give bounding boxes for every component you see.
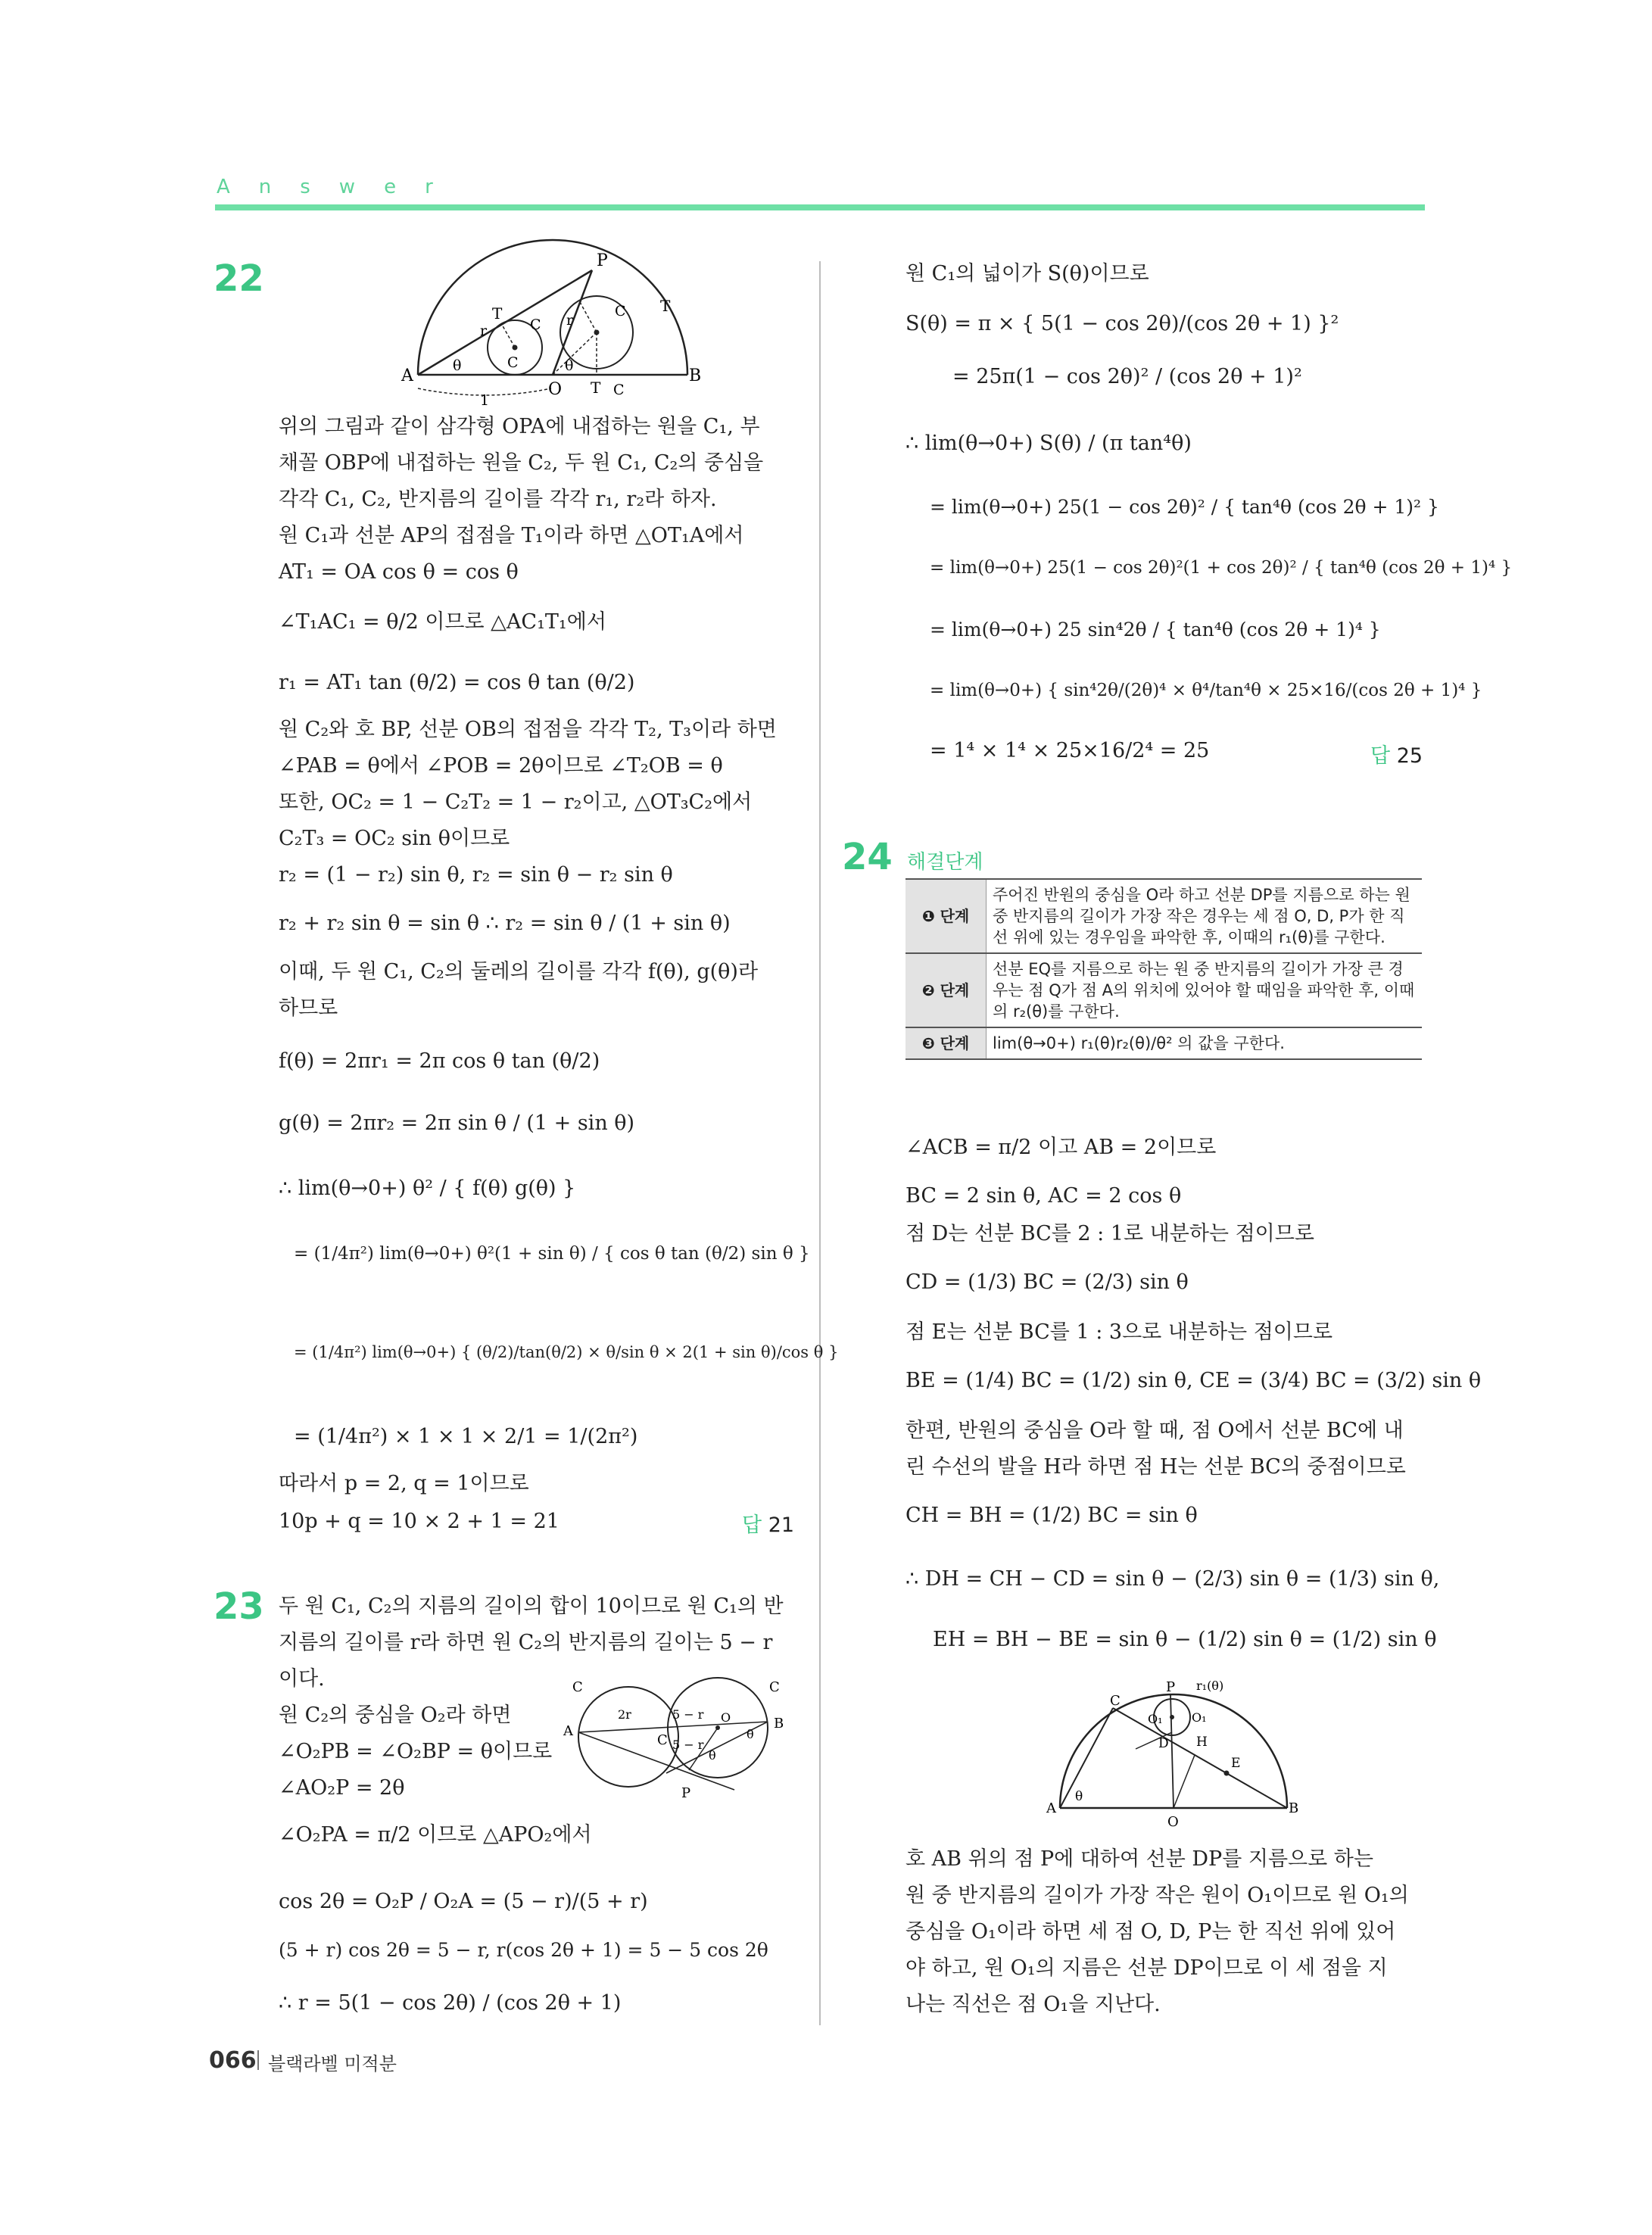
header-rule bbox=[215, 204, 1425, 210]
p22-line: ∠PAB = θ에서 ∠POB = 2θ이므로 ∠T₂OB = θ bbox=[279, 754, 723, 778]
p22-line: 10p + q = 10 × 2 + 1 = 21 bbox=[279, 1510, 559, 1533]
label-r1: r₁(θ) bbox=[1196, 1679, 1224, 1693]
p23-line: 두 원 C₁, C₂의 지름의 길이의 합이 10이므로 원 C₁의 반 bbox=[279, 1594, 784, 1618]
figure-23 bbox=[560, 1675, 803, 1803]
p23-line: = lim(θ→0+) 25 sin⁴2θ / { tan⁴θ (cos 2θ + 1)⁴ } bbox=[930, 619, 1381, 641]
radius-r1 bbox=[501, 323, 515, 348]
p23-line: ∠AO₂P = 2θ bbox=[279, 1776, 405, 1800]
answer-value: 25 bbox=[1396, 744, 1423, 768]
problem-number-22: 22 bbox=[214, 257, 264, 300]
label-theta-b: θ bbox=[747, 1727, 754, 1741]
footer-separator bbox=[257, 2050, 259, 2070]
p22-line: AT₁ = OA cos θ = cos θ bbox=[279, 560, 519, 584]
label-h: H bbox=[1196, 1735, 1208, 1750]
label-c1-circle: C bbox=[530, 316, 541, 333]
answer-label: 답 bbox=[1370, 744, 1391, 768]
p24-line: 야 하고, 원 O₁의 지름은 선분 DP이므로 이 세 점을 지 bbox=[905, 1956, 1388, 1980]
p23-line: (5 + r) cos 2θ = 5 − r, r(cos 2θ + 1) = 5 − 5 cos 2θ bbox=[279, 1939, 768, 1961]
p22-line: 채꼴 OBP에 내접하는 원을 C₂, 두 원 C₁, C₂의 중심을 bbox=[279, 451, 764, 475]
p24-line: ∴ DH = CH − CD = sin θ − (2/3) sin θ = (1/3) sin θ, bbox=[905, 1567, 1440, 1591]
step-stage: ❶ 단계 bbox=[905, 879, 987, 953]
p23-line: = lim(θ→0+) { sin⁴2θ/(2θ)⁴ × θ⁴/tan⁴θ × 25×16/(cos 2θ + 1)⁴ } bbox=[930, 681, 1482, 700]
p22-line: 따라서 p = 2, q = 1이므로 bbox=[279, 1472, 529, 1495]
p23-line: 원 C₂의 중심을 O₂라 하면 bbox=[279, 1704, 512, 1727]
label-c: C bbox=[1110, 1693, 1121, 1709]
label-r1: r bbox=[480, 323, 488, 339]
figure-24 bbox=[1037, 1679, 1299, 1831]
label-p: P bbox=[681, 1785, 691, 1801]
p22-line: ∴ lim(θ→0+) θ² / { f(θ) g(θ) } bbox=[279, 1177, 576, 1200]
step-stage: ❷ 단계 bbox=[905, 953, 987, 1027]
p23-line: = lim(θ→0+) 25(1 − cos 2θ)² / { tan⁴θ (cos 2θ + 1)² } bbox=[930, 496, 1439, 518]
p24-line: EH = BH − BE = sin θ − (1/2) sin θ = (1/2) sin θ bbox=[933, 1628, 1437, 1651]
answer-23 bbox=[1370, 739, 1423, 768]
book-title: 블랙라벨 미적분 bbox=[268, 2053, 397, 2074]
p23-line: cos 2θ = O₂P / O₂A = (5 − r)/(5 + r) bbox=[279, 1890, 648, 1913]
label-p: P bbox=[1166, 1679, 1176, 1695]
label-5-minus-r: 5 − r bbox=[672, 1707, 704, 1722]
p23-line: ∴ r = 5(1 − cos 2θ) / (cos 2θ + 1) bbox=[279, 1991, 622, 2015]
semicircle-arc bbox=[418, 240, 687, 375]
label-one: 1 bbox=[480, 392, 490, 409]
p24-line: BE = (1/4) BC = (1/2) sin θ, CE = (3/4) BC = (3/2) sin θ bbox=[905, 1369, 1482, 1392]
p24-line: 점 D는 선분 BC를 2 : 1로 내분하는 점이므로 bbox=[905, 1222, 1314, 1245]
label-c1: C bbox=[572, 1679, 583, 1695]
label-c2: C bbox=[769, 1679, 780, 1695]
p23-line: 지름의 길이를 r라 하면 원 C₂의 반지름의 길이는 5 − r bbox=[279, 1631, 773, 1654]
p23-line: = 25π(1 − cos 2θ)² / (cos 2θ + 1)² bbox=[952, 365, 1302, 388]
p24-line: 한편, 반원의 중심을 O라 할 때, 점 O에서 선분 BC에 내 bbox=[905, 1419, 1404, 1442]
step-text: 선분 EQ를 지름으로 하는 원 중 반지름의 길이가 가장 큰 경우는 점 Q가 점 A의 위치에 있어야 할 때임을 파악한 후, 이때의 r₂(θ)를 구한다. bbox=[987, 953, 1423, 1027]
answer-value: 21 bbox=[768, 1513, 795, 1537]
p23-line: 원 C₁의 넓이가 S(θ)이므로 bbox=[905, 262, 1149, 285]
p24-line: 린 수선의 발을 H라 하면 점 H는 선분 BC의 중점이므로 bbox=[905, 1455, 1406, 1479]
label-2r: 2r bbox=[618, 1707, 631, 1722]
p23-line: ∴ lim(θ→0+) S(θ) / (π tan⁴θ) bbox=[905, 432, 1192, 455]
label-o1: O₁ bbox=[1148, 1712, 1163, 1726]
p24-line: 호 AB 위의 점 P에 대하여 선분 DP를 지름으로 하는 bbox=[905, 1847, 1373, 1871]
label-c2-circle: C bbox=[615, 303, 626, 320]
p24-line: CH = BH = (1/2) BC = sin θ bbox=[905, 1504, 1198, 1527]
label-a: A bbox=[401, 366, 413, 385]
label-5-minus-r-2: 5 − r bbox=[672, 1738, 704, 1752]
p23-line: ∠O₂PA = π/2 이므로 △APO₂에서 bbox=[279, 1823, 592, 1847]
label-o: O bbox=[1167, 1814, 1179, 1830]
segment-oh bbox=[1174, 1755, 1195, 1808]
p22-line: ∠T₁AC₁ = θ/2 이므로 △AC₁T₁에서 bbox=[279, 610, 606, 634]
steps-title: 해결단계 bbox=[907, 851, 983, 874]
answer-22 bbox=[742, 1508, 794, 1538]
label-b: B bbox=[1289, 1800, 1299, 1816]
page-number: 066 bbox=[209, 2047, 257, 2074]
p22-line: = (1/4π²) × 1 × 1 × 2/1 = 1/(2π²) bbox=[294, 1425, 638, 1448]
label-t3: T bbox=[591, 379, 601, 397]
label-a: A bbox=[1046, 1800, 1056, 1816]
label-b: B bbox=[689, 366, 702, 385]
p24-line: BC = 2 sin θ, AC = 2 cos θ bbox=[905, 1184, 1182, 1208]
p23-line: 이다. bbox=[279, 1667, 325, 1691]
p22-line: r₂ + r₂ sin θ = sin θ ∴ r₂ = sin θ / (1 + sin θ) bbox=[279, 912, 731, 935]
label-c1-center: C bbox=[507, 354, 519, 371]
step-row bbox=[905, 879, 1422, 953]
p22-line: g(θ) = 2πr₂ = 2π sin θ / (1 + sin θ) bbox=[279, 1111, 635, 1135]
step-row bbox=[905, 1027, 1422, 1059]
p24-line: 원 중 반지름의 길이가 가장 작은 원이 O₁이므로 원 O₁의 bbox=[905, 1884, 1409, 1907]
p24-line: 점 E는 선분 BC를 1 : 3으로 내분하는 점이므로 bbox=[905, 1320, 1333, 1344]
steps-table bbox=[905, 878, 1422, 1060]
problem-number-24: 24 bbox=[842, 836, 893, 878]
label-t1: T bbox=[492, 304, 503, 323]
p22-line: 원 C₁과 선분 AP의 접점을 T₁이라 하면 △OT₁A에서 bbox=[279, 524, 744, 547]
center-o2 bbox=[715, 1725, 720, 1730]
p22-line: = (1/4π²) lim(θ→0+) { (θ/2)/tan(θ/2) × θ/sin θ × 2(1 + sin θ)/cos θ } bbox=[294, 1343, 839, 1361]
label-o1-circle: O₁ bbox=[1192, 1710, 1207, 1725]
p24-line: 중심을 O₁이라 하면 세 점 O, D, P는 한 직선 위에 있어 bbox=[905, 1920, 1396, 1944]
label-o: O bbox=[548, 380, 563, 399]
column-divider bbox=[819, 261, 821, 2025]
label-a: A bbox=[563, 1723, 573, 1739]
p24-line: CD = (1/3) BC = (2/3) sin θ bbox=[905, 1270, 1189, 1294]
label-t2: T bbox=[660, 297, 671, 315]
p22-line: f(θ) = 2πr₁ = 2π cos θ tan (θ/2) bbox=[279, 1049, 600, 1073]
segment-ac bbox=[1060, 1708, 1113, 1808]
figure-22 bbox=[401, 251, 702, 409]
label-theta: θ bbox=[453, 357, 462, 374]
p23-line: = lim(θ→0+) 25(1 − cos 2θ)²(1 + cos 2θ)² / { tan⁴θ (cos 2θ + 1)⁴ } bbox=[930, 558, 1513, 578]
p24-line: 나는 직선은 점 O₁을 지난다. bbox=[905, 1993, 1161, 2016]
radius-r2 bbox=[580, 302, 597, 332]
p22-line: 이때, 두 원 C₁, C₂의 둘레의 길이를 각각 f(θ), g(θ)라 bbox=[279, 960, 759, 983]
segment-ab bbox=[578, 1722, 768, 1732]
p24-line: ∠ACB = π/2 이고 AB = 2이므로 bbox=[905, 1136, 1217, 1159]
label-b: B bbox=[774, 1716, 784, 1732]
label-two-theta: θ bbox=[565, 357, 574, 374]
label-c2-center: C bbox=[613, 382, 625, 398]
p22-line: r₂ = (1 − r₂) sin θ, r₂ = sin θ − r₂ sin θ bbox=[279, 863, 673, 887]
p23-line: = 1⁴ × 1⁴ × 25×16/2⁴ = 25 bbox=[930, 739, 1210, 762]
p22-line: 각각 C₁, C₂, 반지름의 길이를 각각 r₁, r₂라 하자. bbox=[279, 488, 717, 511]
p22-line: 또한, OC₂ = 1 − C₂T₂ = 1 − r₂이고, △OT₃C₂에서 bbox=[279, 790, 753, 814]
label-p: P bbox=[597, 251, 608, 270]
p22-line: 하므로 bbox=[279, 996, 338, 1020]
label-d: D bbox=[1158, 1736, 1169, 1751]
answer-label: 답 bbox=[742, 1513, 762, 1537]
p22-line: 원 C₂와 호 BP, 선분 OB의 접점을 각각 T₂, T₃이라 하면 bbox=[279, 718, 777, 741]
label-theta: θ bbox=[1075, 1789, 1083, 1804]
p23-line: S(θ) = π × { 5(1 − cos 2θ)/(cos 2θ + 1) }² bbox=[905, 312, 1339, 335]
label-o2: O bbox=[721, 1710, 731, 1725]
p22-line: = (1/4π²) lim(θ→0+) θ²(1 + sin θ) / { cos θ tan (θ/2) sin θ } bbox=[294, 1244, 810, 1264]
label-theta-p: θ bbox=[709, 1748, 716, 1763]
problem-number-23: 23 bbox=[214, 1585, 264, 1628]
segment-op bbox=[1170, 1694, 1174, 1808]
step-row bbox=[905, 953, 1422, 1027]
label-c: C bbox=[657, 1732, 668, 1748]
p22-line: r₁ = AT₁ tan (θ/2) = cos θ tan (θ/2) bbox=[279, 671, 635, 694]
p23-line: ∠O₂PB = ∠O₂BP = θ이므로 bbox=[279, 1740, 553, 1763]
label-r2: r bbox=[566, 312, 574, 329]
center-o1 bbox=[1170, 1715, 1174, 1719]
point-e bbox=[1224, 1771, 1230, 1776]
step-stage: ❸ 단계 bbox=[905, 1027, 987, 1059]
label-e: E bbox=[1231, 1756, 1241, 1771]
section-header: Answer bbox=[217, 176, 462, 198]
p22-line: 위의 그림과 같이 삼각형 OPA에 내접하는 원을 C₁, 부 bbox=[279, 415, 760, 438]
step-text: lim(θ→0+) r₁(θ)r₂(θ)/θ² 의 값을 구한다. bbox=[987, 1027, 1423, 1059]
p22-line: C₂T₃ = OC₂ sin θ이므로 bbox=[279, 827, 510, 850]
step-text: 주어진 반원의 중심을 O라 하고 선분 DP를 지름으로 하는 원 중 반지름의 길이가 가장 작은 경우는 세 점 O, D, P가 한 직선 위에 있는 경우임을 파악한 후, 이때의 r₁(θ)를 구한다. bbox=[987, 879, 1423, 953]
